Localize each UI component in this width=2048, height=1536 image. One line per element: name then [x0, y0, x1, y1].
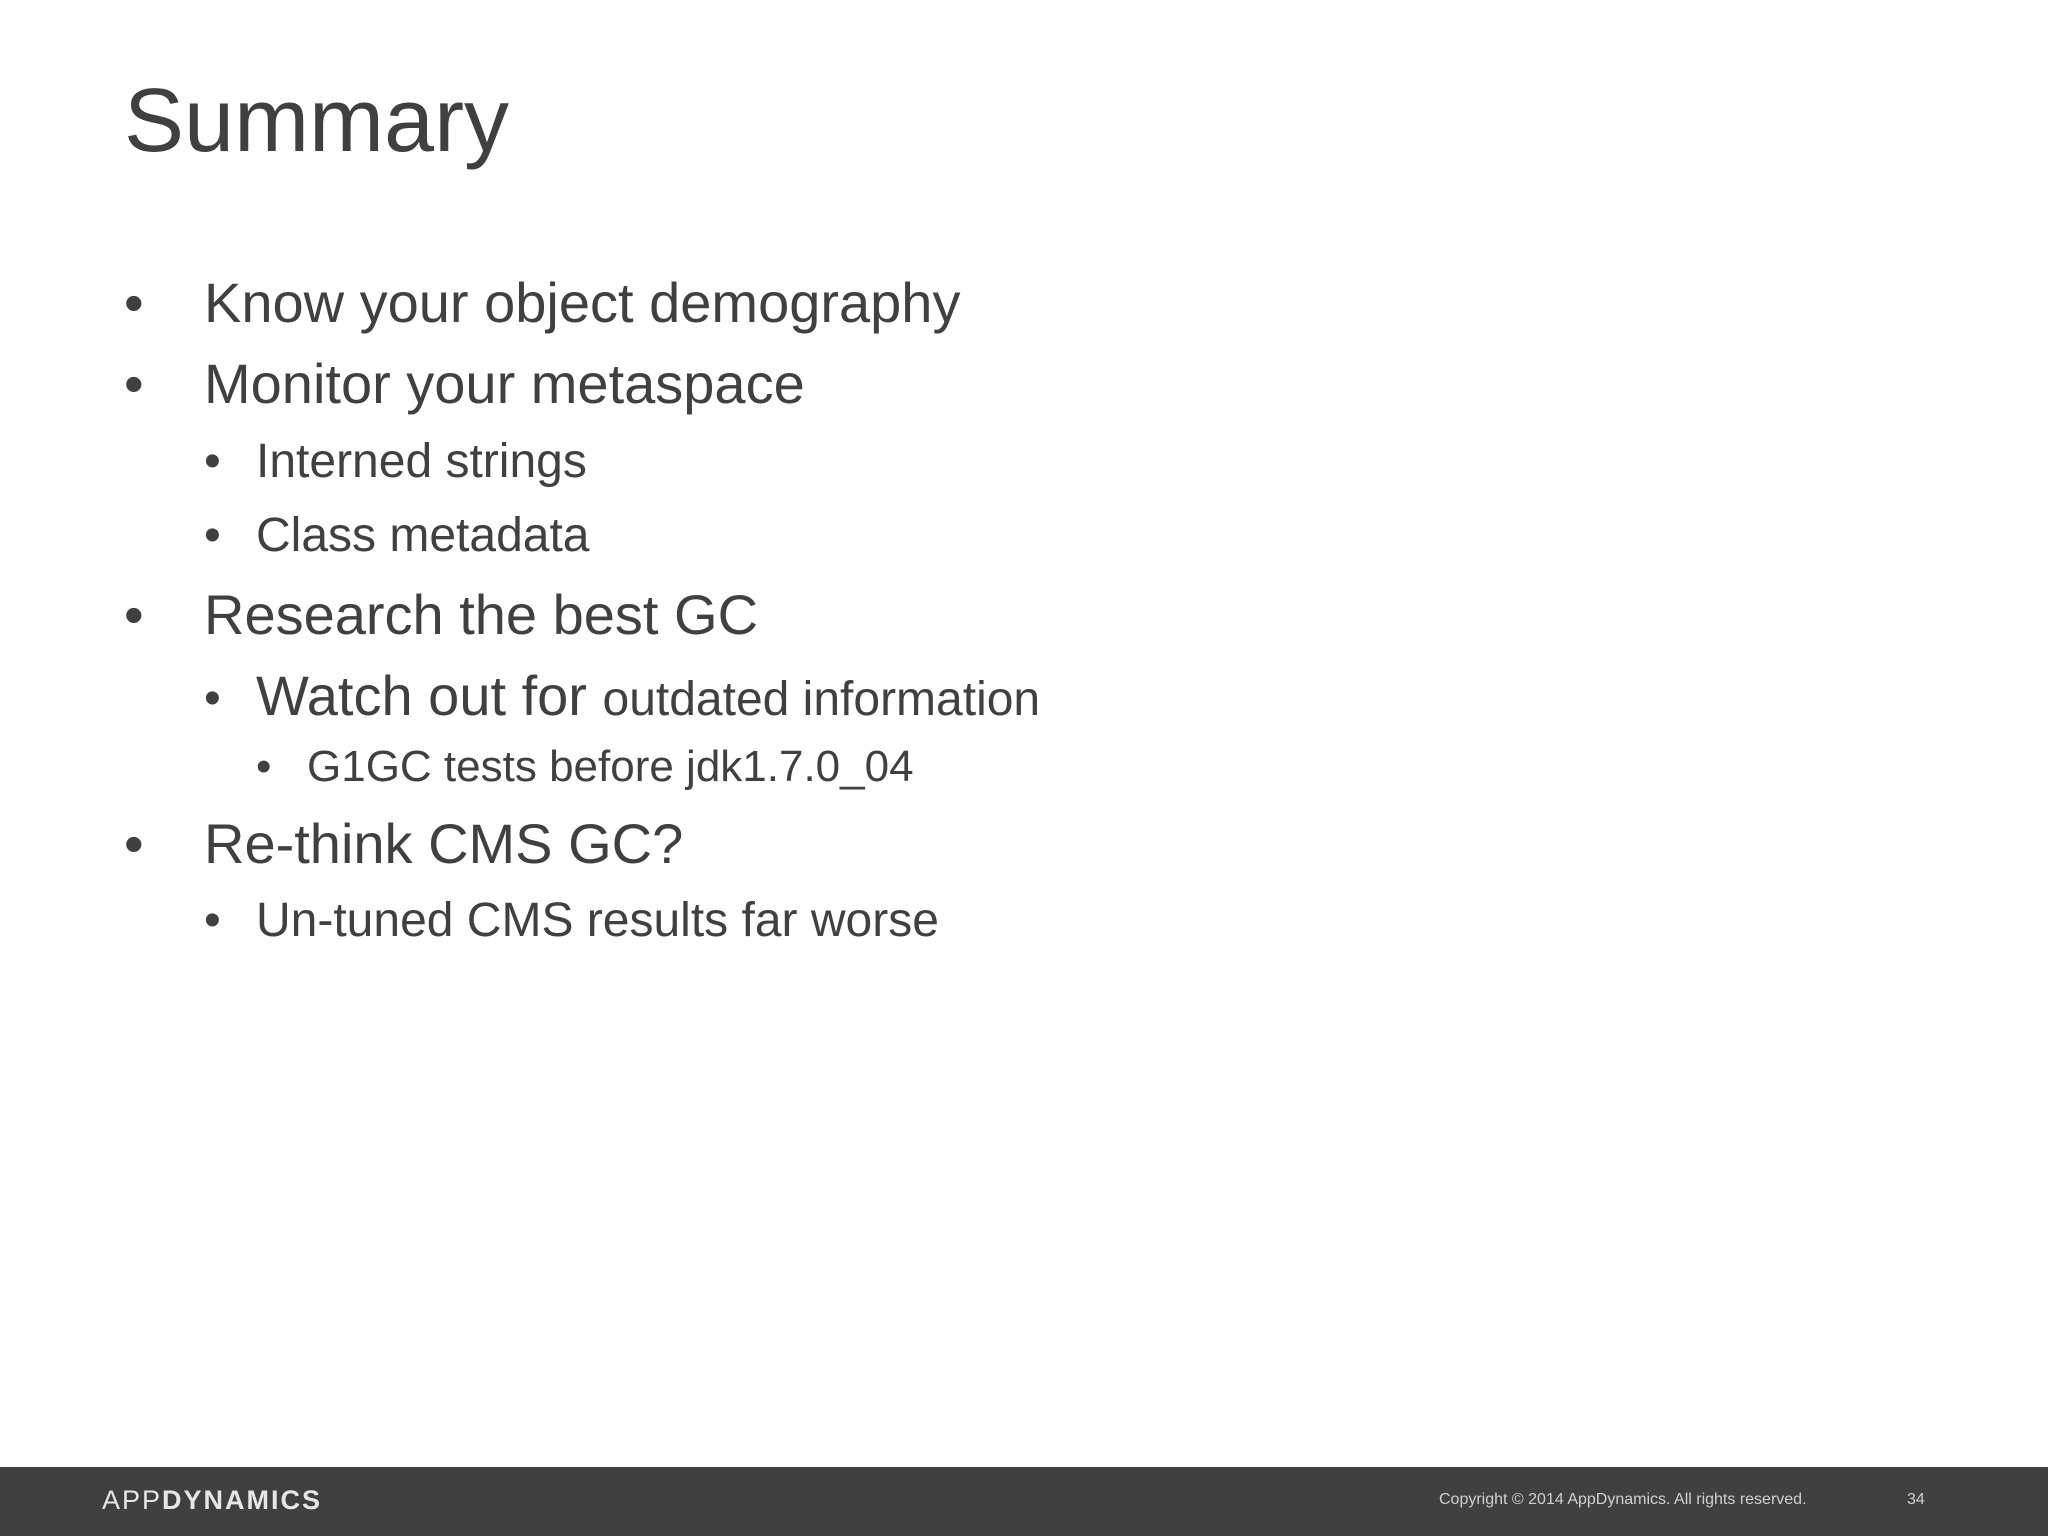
- bullet-text-lead: Watch out for: [256, 664, 603, 727]
- bullet-dot: •: [124, 812, 144, 875]
- bullet-text: Interned strings: [256, 435, 587, 488]
- bullet-text: Monitor your metaspace: [204, 352, 805, 415]
- bullet-dot: •: [204, 672, 221, 725]
- bullet-text: Research the best GC: [204, 583, 759, 646]
- bullet-dot: •: [204, 894, 221, 947]
- appdynamics-logo: [102, 1485, 322, 1515]
- bullet-text: Class metadata: [256, 509, 590, 562]
- copyright-notice: Copyright © 2014 AppDynamics. All rights reserved.: [1439, 1491, 1807, 1508]
- bullet-text: [256, 663, 1040, 728]
- slide-title: Summary: [124, 71, 510, 171]
- bullet-text: G1GC tests before jdk1.7.0_04: [307, 742, 914, 791]
- bullet-dot: •: [124, 271, 144, 334]
- bullet-text: Un-tuned CMS results far worse: [256, 894, 939, 947]
- logo-text-bold: DYNAMICS: [162, 1485, 323, 1515]
- bullet-dot: •: [256, 742, 272, 791]
- bullet-dot: •: [124, 583, 144, 646]
- bullet-text: Know your object demography: [204, 271, 961, 334]
- bullet-text-tail: outdated information: [602, 673, 1041, 726]
- bullet-dot: •: [204, 435, 221, 488]
- page-number: 34: [1907, 1491, 1925, 1508]
- footer-bar: [0, 1467, 2048, 1536]
- bullet-dot: •: [124, 352, 144, 415]
- bullet-dot: •: [204, 509, 221, 562]
- logo-text-light: APP: [102, 1485, 163, 1515]
- bullet-text: Re-think CMS GC?: [204, 812, 684, 875]
